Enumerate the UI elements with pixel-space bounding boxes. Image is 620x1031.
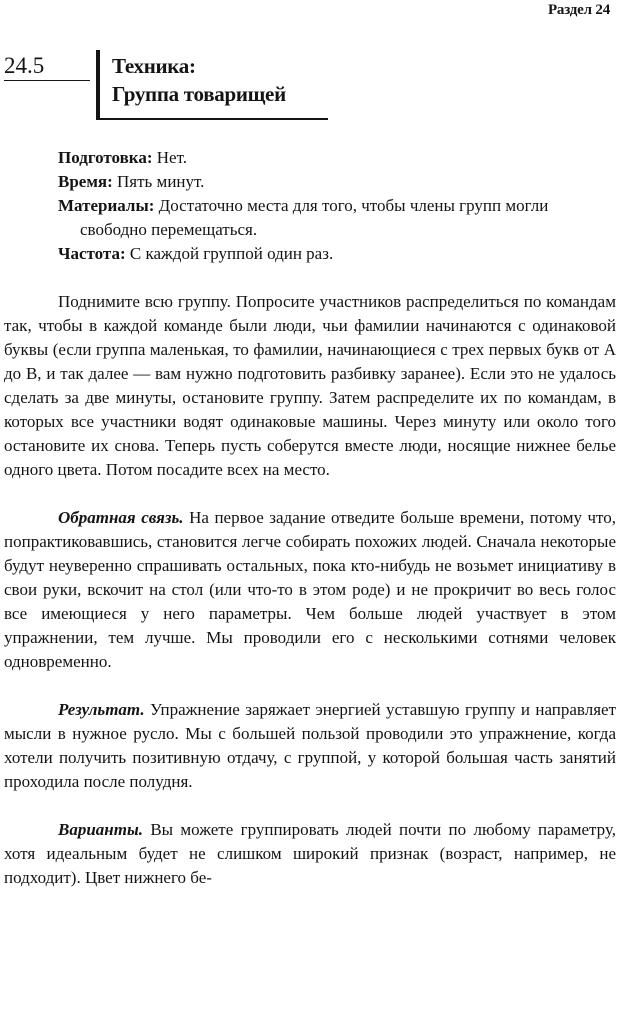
meta-frequency-label: Частота: — [58, 244, 126, 263]
title-underline-rule — [96, 118, 328, 120]
meta-materials-value: Достаточно места для того, чтобы члены групп могли свободно перемещаться. — [80, 196, 549, 239]
feedback-lead: Обратная связь. — [58, 508, 184, 527]
running-head: Раздел 24 — [547, 2, 610, 18]
variants-text: Вы можете группировать людей почти по любому параметру, хотя идеальным будет не слишком широкий признак (возраст, например, не подходит). Цвет нижнего бе- — [4, 820, 616, 887]
paragraph-variants — [4, 818, 616, 890]
meta-frequency — [58, 242, 614, 266]
body-text — [4, 290, 616, 914]
exercise-meta — [58, 146, 614, 266]
feedback-text: На первое задание отведите больше времени, потому что, попрактиковавшись, становится легче собирать похожих людей. Сначала некоторые будут неуверенно спрашивать остальных, пока кто-нибудь не возьмет инициативу в свои руки, вскочит на стол (или что-то в этом роде) и не прокричит во весь голос все имеющиеся у него параметры. Чем больше людей участвует в этом упражнении, тем лучше. Мы проводили его с несколькими сотнями человек одновременно. — [4, 508, 616, 671]
variants-lead: Варианты. — [58, 820, 143, 839]
meta-preparation — [58, 146, 614, 170]
paragraph-result — [4, 698, 616, 794]
title-vertical-bar — [96, 50, 100, 120]
meta-materials — [58, 194, 614, 242]
meta-frequency-value: С каждой группой один раз. — [129, 244, 334, 263]
section-title-line-1: Техника: — [112, 54, 196, 78]
meta-preparation-label: Подготовка: — [58, 148, 153, 167]
section-title — [112, 52, 286, 108]
meta-time — [58, 170, 614, 194]
meta-time-value: Пять минут. — [117, 172, 205, 191]
meta-time-label: Время: — [58, 172, 113, 191]
paragraph-feedback — [4, 506, 616, 674]
paragraph-intro: Поднимите всю группу. Попросите участников распределиться по командам так, чтобы в каждой команде были люди, чьи фамилии начинаются с одинаковой буквы (если группа маленькая, то фамилии, начинающиеся с трех первых букв от А до В, и так далее — вам нужно подготовить разбивку заранее). Если это не удалось сделать за две минуты, остановите группу. Затем распределите их по командам, в которых все участники водят одинаковые машины. Через минуту или около того остановите их снова. Теперь пусть соберутся вместе люди, носящие нижнее белье одного цвета. Потом посадите всех на место. — [4, 292, 616, 479]
meta-materials-label: Материалы: — [58, 196, 155, 215]
result-text: Упражнение заряжает энергией уставшую группу и направляет мысли в нужное русло. Мы с большей пользой проводили это упражнение, когда хотели получить позитивную отдачу, с группой, у которой большая часть занятий проходила после полудня. — [4, 700, 616, 791]
section-number: 24.5 — [4, 52, 90, 81]
meta-preparation-value: Нет. — [156, 148, 187, 167]
result-lead: Результат. — [58, 700, 145, 719]
section-title-line-2: Группа товарищей — [112, 82, 286, 106]
